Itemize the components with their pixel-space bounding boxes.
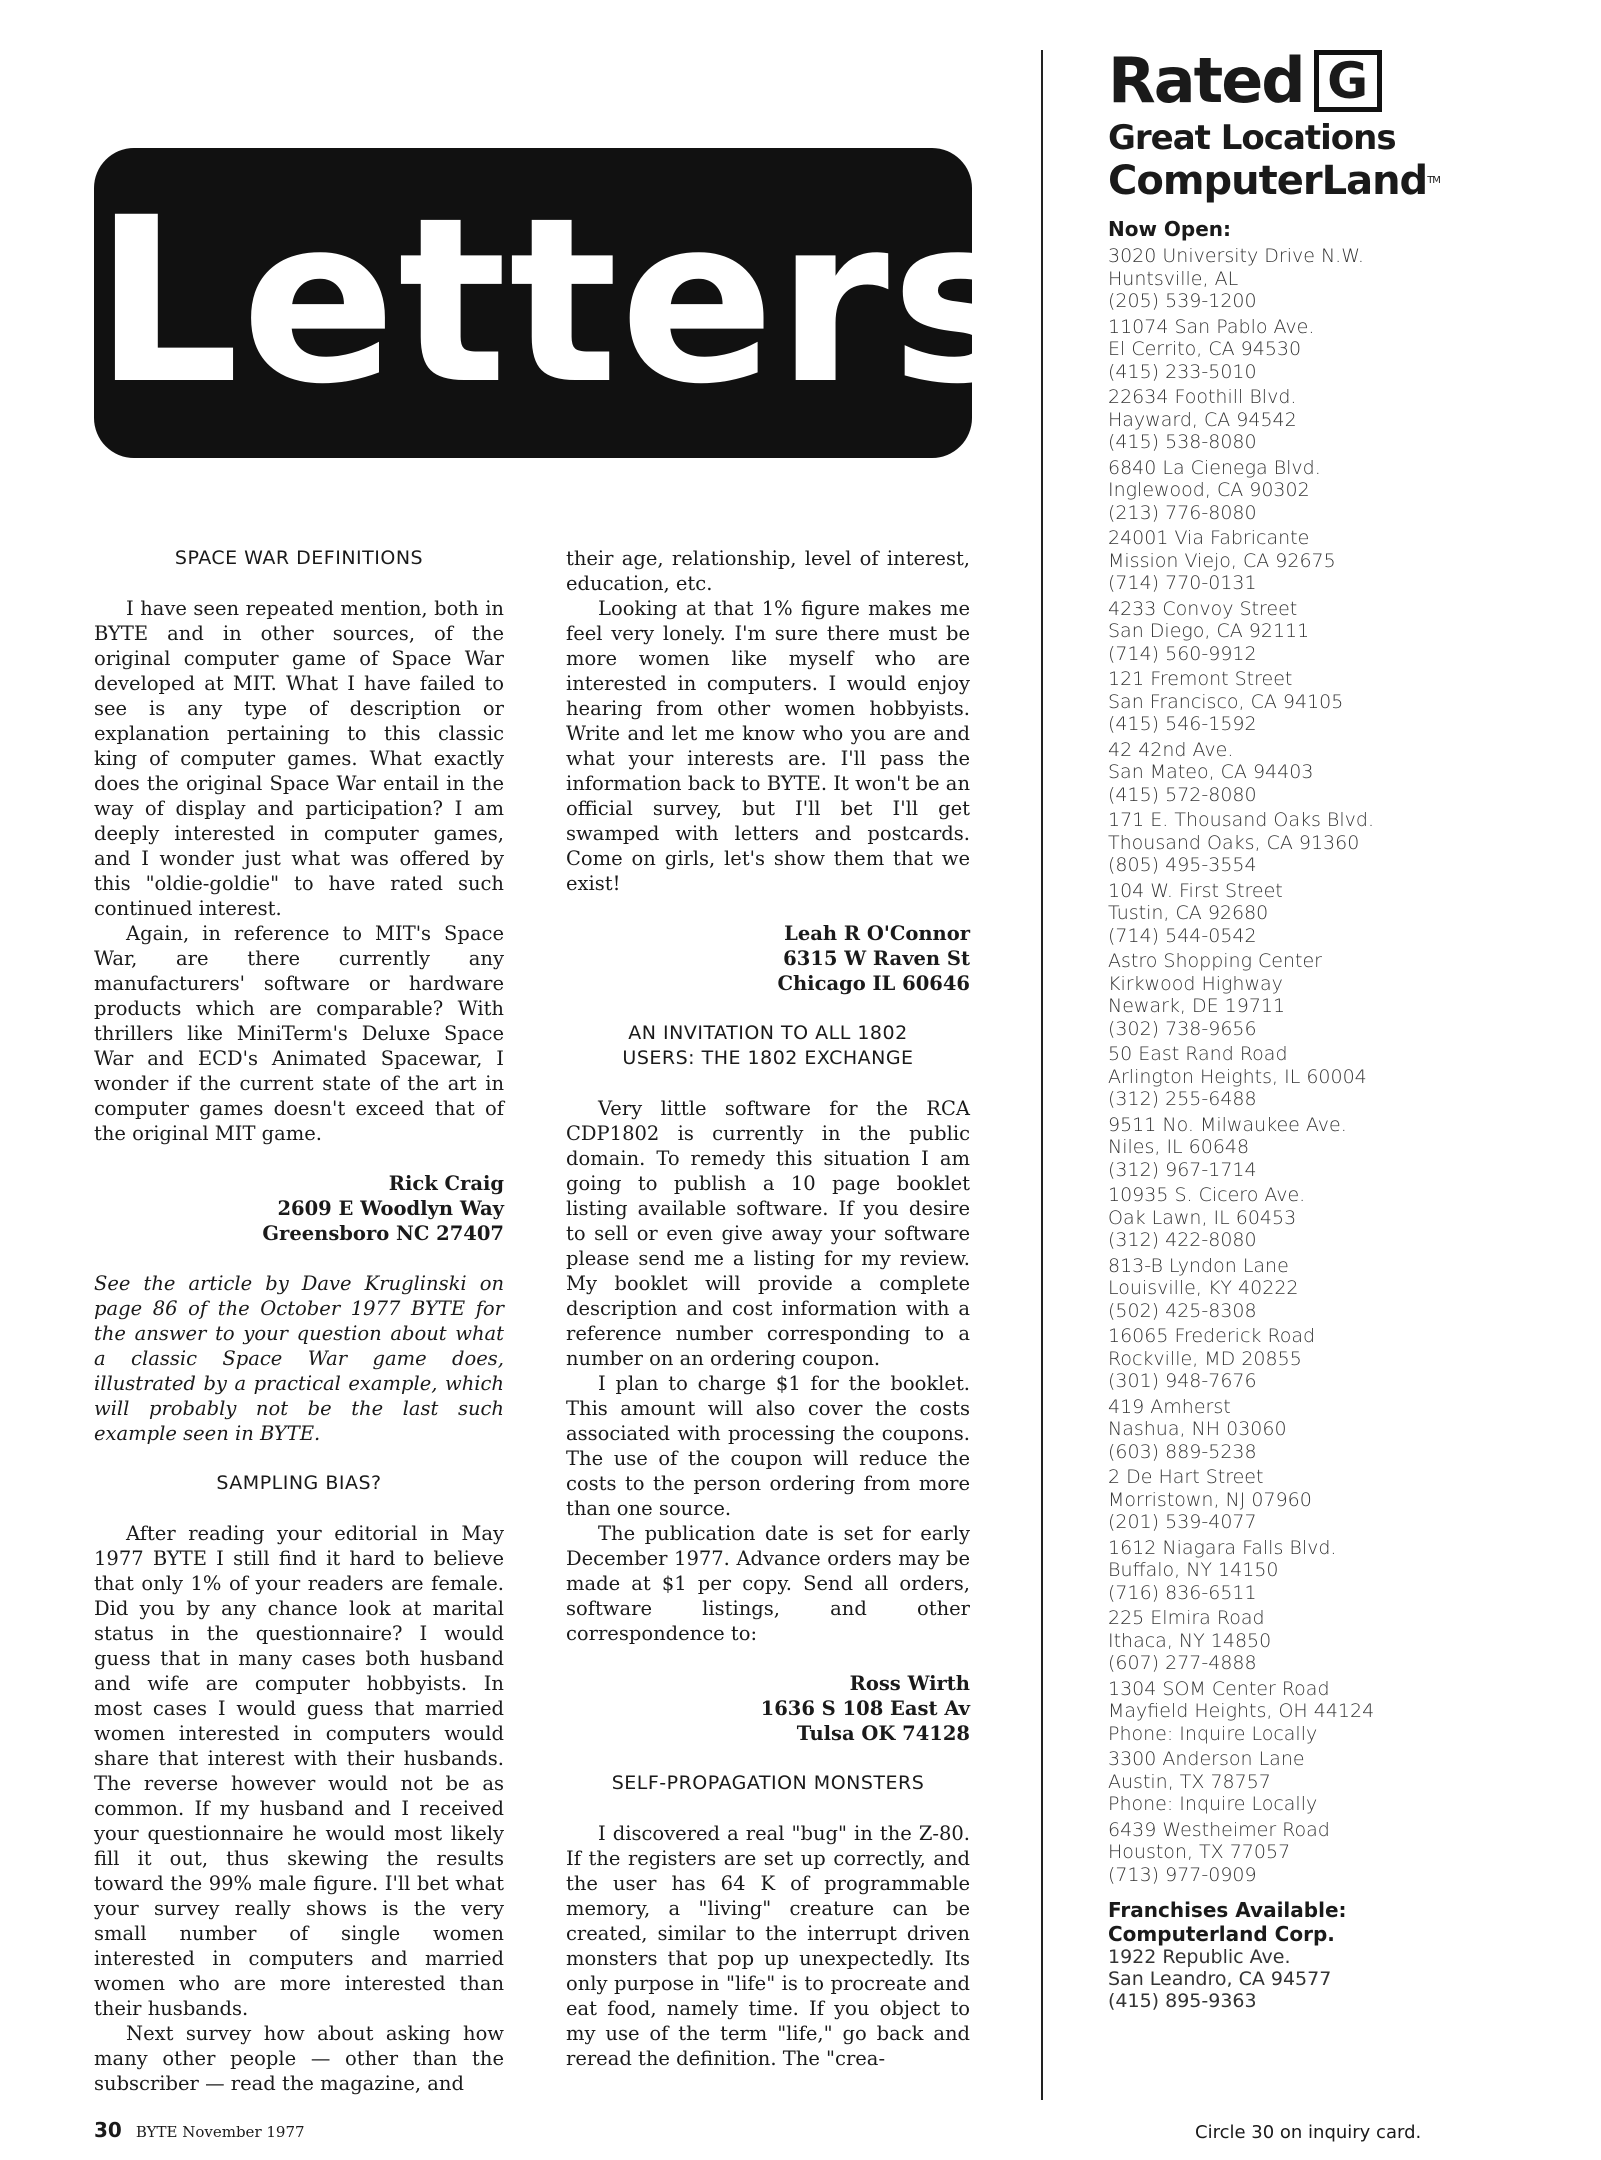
location-entry <box>1108 1819 1588 1887</box>
banner-title: Letters <box>94 168 1029 434</box>
location-line: (312) 967-1714 <box>1108 1158 1257 1181</box>
location-line: Hayward, CA 94542 <box>1108 408 1297 431</box>
signature-line: Rick Craig <box>388 1172 504 1195</box>
signature-line: 2609 E Woodlyn Way <box>277 1197 504 1220</box>
corp-address <box>1108 1946 1588 2012</box>
heading-line: USERS: THE 1802 EXCHANGE <box>622 1047 914 1069</box>
location-line: (603) 889-5238 <box>1108 1440 1257 1463</box>
location-line: Inglewood, CA 90302 <box>1108 479 1310 501</box>
heading-space-war: SPACE WAR DEFINITIONS <box>174 547 424 569</box>
location-entry <box>1108 668 1588 736</box>
location-line: 225 Elmira Road <box>1108 1607 1265 1629</box>
location-entry <box>1108 1748 1588 1816</box>
location-line: (805) 495-3554 <box>1108 854 1257 876</box>
location-line: Huntsville, AL <box>1108 267 1239 290</box>
signature-leah-oconnor <box>566 921 970 996</box>
location-line: (201) 539-4077 <box>1108 1511 1257 1533</box>
location-line: 419 Amherst <box>1108 1395 1231 1418</box>
location-line: Tustin, CA 92680 <box>1108 902 1269 924</box>
location-line: (301) 948-7676 <box>1108 1370 1257 1392</box>
signature-rick-craig <box>94 1171 504 1246</box>
location-line: Newark, DE 19711 <box>1108 995 1286 1017</box>
location-entry <box>1108 1325 1588 1393</box>
location-line: Nashua, NH 03060 <box>1108 1418 1287 1440</box>
location-entry <box>1108 1537 1588 1605</box>
heading-sampling-bias: SAMPLING BIAS? <box>216 1472 382 1494</box>
signature-ross-wirth <box>566 1671 970 1746</box>
location-entry <box>1108 598 1588 666</box>
location-entry <box>1108 1255 1588 1323</box>
location-line: 16065 Frederick Road <box>1108 1325 1316 1347</box>
location-line: Phone: Inquire Locally <box>1108 1793 1318 1815</box>
brand-name: ComputerLand <box>1108 158 1428 204</box>
location-line: Ithaca, NY 14850 <box>1108 1629 1272 1652</box>
heading-line: AN INVITATION TO ALL 1802 <box>628 1022 908 1044</box>
location-line: Arlington Heights, IL 60004 <box>1108 1065 1367 1088</box>
location-line: San Diego, CA 92111 <box>1108 620 1310 642</box>
location-line: 813-B Lyndon Lane <box>1108 1254 1289 1277</box>
location-entry <box>1108 739 1588 807</box>
location-line: (502) 425-8308 <box>1108 1299 1257 1322</box>
location-line: 22634 Foothill Blvd. <box>1108 386 1297 408</box>
location-entry <box>1108 245 1588 313</box>
signature-line: Ross Wirth <box>849 1672 970 1695</box>
location-line: 6439 Westheimer Road <box>1108 1818 1330 1841</box>
signature-line: 6315 W Raven St <box>783 947 970 970</box>
location-entry <box>1108 809 1588 877</box>
signature-line: Leah R O'Connor <box>784 922 970 945</box>
paragraph: Again, in reference to MIT's Space War, are there currently any manufacturers' software or hardware products which are comparable? With thrillers like MiniTerm's Deluxe Space War and ECD's Animated Spacewar, I wonder if the current state of the art in computer games doesn't exceed that of the original MIT game. <box>94 922 504 1145</box>
location-line: 50 East Rand Road <box>1108 1043 1288 1065</box>
location-line: (714) 770-0131 <box>1108 572 1257 594</box>
location-line: 1304 SOM Center Road <box>1108 1677 1330 1700</box>
location-entry <box>1108 950 1588 1040</box>
location-line: 42 42nd Ave. <box>1108 738 1234 761</box>
paragraph: their age, relationship, level of interest, education, etc. <box>566 547 970 595</box>
location-entry <box>1108 880 1588 948</box>
location-line: 104 W. First Street <box>1108 879 1283 902</box>
location-entry <box>1108 1396 1588 1464</box>
heading-1802-exchange <box>566 1021 970 1071</box>
location-line: Morristown, NJ 07960 <box>1108 1488 1312 1511</box>
signature-line: Greensboro NC 27407 <box>262 1222 504 1245</box>
location-entry <box>1108 1184 1588 1252</box>
paragraph: After reading your editorial in May 1977 BYTE I still find it hard to believe that only 1% of your readers are female. Did you by any chance look at marital status in the questionnaire? I would guess that in many cases both husband and wife are computer hobbyists. In most cases I would guess that married women interested in computers would share that interest with their husbands. The reverse however would not be as common. If my husband and I received your questionnaire he would most likely fill it out, thus skewing the results toward the 99% male figure. I'll bet what your survey really shows is the very small number of single women interested in computers and married women who are more interested than their husbands. <box>94 1522 504 2020</box>
paragraph: Very little software for the RCA CDP1802 is currently in the public domain. To remedy this situation I am going to publish a 10 page booklet listing available software. If you desire to sell or even give away your software please send me a listing for my review. My booklet will provide a complete description and cost information with a reference number corresponding to a number on an ordering coupon. <box>566 1097 970 1370</box>
location-line: (716) 836-6511 <box>1108 1581 1257 1604</box>
corp-line: 1922 Republic Ave. <box>1108 1946 1291 1968</box>
corp-line: (415) 895-9363 <box>1108 1990 1257 2012</box>
location-line: Kirkwood Highway <box>1108 972 1283 995</box>
location-line: (415) 572-8080 <box>1108 783 1257 806</box>
location-line: (415) 538-8080 <box>1108 431 1257 453</box>
paragraph: Next survey how about asking how many other people — other than the subscriber — read the magazine, and <box>94 2022 504 2095</box>
location-entry <box>1108 1114 1588 1182</box>
location-line: Austin, TX 78757 <box>1108 1770 1271 1793</box>
paragraph: Looking at that 1% figure makes me feel very lonely. I'm sure there must be more women like myself who are interested in computers. I would enjoy hearing from other women hobbyists. Write and let me know who you are and what your interests are. I'll pass the information back to BYTE. It won't be an official survey, but I'll bet I'll get swamped with letters and postcards. Come on girls, let's show them that we exist! <box>566 597 970 895</box>
location-line: 6840 La Cienega Blvd. <box>1108 456 1321 479</box>
location-line: Houston, TX 77057 <box>1108 1841 1291 1863</box>
column-middle <box>566 546 970 2071</box>
rated-word: Rated <box>1108 44 1304 117</box>
location-entry <box>1108 1678 1588 1746</box>
location-entry <box>1108 316 1588 384</box>
location-line: 4233 Convoy Street <box>1108 597 1298 620</box>
corp-line: San Leandro, CA 94577 <box>1108 1968 1332 1990</box>
great-locations: Great Locations <box>1108 118 1396 158</box>
signature-line: 1636 S 108 East Av <box>760 1697 970 1720</box>
location-entry <box>1108 527 1588 595</box>
location-line: Oak Lawn, IL 60453 <box>1108 1206 1297 1229</box>
location-line: 3300 Anderson Lane <box>1108 1748 1305 1770</box>
location-line: (302) 738-9656 <box>1108 1017 1257 1040</box>
location-line: El Cerrito, CA 94530 <box>1108 338 1302 360</box>
location-entry <box>1108 1043 1588 1111</box>
location-entry <box>1108 1607 1588 1675</box>
location-line: 9511 No. Milwaukee Ave. <box>1108 1113 1347 1136</box>
trademark: TM <box>1427 175 1440 186</box>
location-line: (312) 255-6488 <box>1108 1088 1257 1110</box>
location-line: (415) 233-5010 <box>1108 360 1257 383</box>
location-line: (213) 776-8080 <box>1108 501 1257 524</box>
heading-self-propagation: SELF-PROPAGATION MONSTERS <box>611 1772 925 1794</box>
location-line: 1612 Niagara Falls Blvd. <box>1108 1536 1337 1559</box>
location-line: 3020 University Drive N.W. <box>1108 245 1364 267</box>
location-list <box>1108 245 1588 1886</box>
location-line: (415) 546-1592 <box>1108 713 1257 735</box>
location-line: San Francisco, CA 94105 <box>1108 690 1344 713</box>
location-line: 171 E. Thousand Oaks Blvd. <box>1108 809 1374 831</box>
computerland-logo <box>1108 158 1588 204</box>
location-line: Niles, IL 60648 <box>1108 1136 1250 1158</box>
location-line: Thousand Oaks, CA 91360 <box>1108 831 1360 854</box>
location-line: Buffalo, NY 14150 <box>1108 1559 1279 1581</box>
paragraph: I plan to charge $1 for the booklet. This amount will also cover the costs associated with processing the coupons. The use of the coupon will reduce the costs to the person ordering from more than one source. <box>566 1372 970 1520</box>
location-entry <box>1108 457 1588 525</box>
location-line: Mission Viejo, CA 92675 <box>1108 549 1336 572</box>
rating-box: G <box>1314 50 1382 112</box>
location-line: (714) 560-9912 <box>1108 642 1257 665</box>
location-line: 2 De Hart Street <box>1108 1466 1264 1488</box>
inquiry-note: Circle 30 on inquiry card. <box>1195 2122 1422 2143</box>
letters-banner <box>94 148 1029 458</box>
location-entry <box>1108 386 1588 454</box>
location-line: (607) 277-4888 <box>1108 1652 1257 1674</box>
franchise-heading: Franchises Available: <box>1108 1898 1347 1922</box>
paragraph: The publication date is set for early December 1977. Advance orders may be made at $1 per copy. Send all orders, software listings, and other correspondence to: <box>566 1522 970 1645</box>
location-line: (714) 544-0542 <box>1108 924 1257 947</box>
page-number: 30 <box>94 2118 122 2142</box>
column-divider <box>1041 50 1043 2100</box>
location-line: Phone: Inquire Locally <box>1108 1722 1318 1745</box>
now-open-heading: Now Open: <box>1108 217 1232 241</box>
editor-note: See the article by Dave Kruglinski on page 86 of the October 1977 BYTE for the answer to your question about what a classic Space War game does, illustrated by a practical example, which will probably not be the last such example seen in BYTE. <box>94 1272 504 1445</box>
location-line: (713) 977-0909 <box>1108 1863 1257 1886</box>
paragraph: I have seen repeated mention, both in BYTE and in other sources, of the original computer game of Space War developed at MIT. What I have failed to see is any type of description or explanation pertaining to this classic king of computer games. What exactly does the original Space War entail in the way of display and participation? I am deeply interested in computer games, and I wonder just what was offered by this "oldie-goldie" to have rated such continued interest. <box>94 597 504 920</box>
location-line: 10935 S. Cicero Ave. <box>1108 1184 1306 1206</box>
location-entry <box>1108 1466 1588 1534</box>
location-line: 121 Fremont Street <box>1108 668 1293 690</box>
signature-line: Chicago IL 60646 <box>777 972 970 995</box>
signature-line: Tulsa OK 74128 <box>796 1722 970 1745</box>
location-line: Louisville, KY 40222 <box>1108 1277 1299 1299</box>
location-line: Astro Shopping Center <box>1108 950 1322 972</box>
location-line: San Mateo, CA 94403 <box>1108 761 1314 783</box>
location-line: 24001 Via Fabricante <box>1108 527 1310 549</box>
issue-label: BYTE November 1977 <box>135 2123 305 2141</box>
column-left <box>94 546 504 2096</box>
rated-g-logo <box>1108 46 1588 116</box>
location-line: (205) 539-1200 <box>1108 290 1257 312</box>
computerland-ad <box>1108 46 1588 2012</box>
location-line: Mayfield Heights, OH 44124 <box>1108 1700 1375 1722</box>
corp-name: Computerland Corp. <box>1108 1922 1335 1946</box>
location-line: Rockville, MD 20855 <box>1108 1347 1302 1370</box>
paragraph: I discovered a real "bug" in the Z-80. If the registers are set up correctly, and the user has 64 K of programmable memory, a "living" creature can be created, similar to the interrupt driven monsters that pop up unexpectedly. Its only purpose in "life" is to procreate and eat food, namely time. If you object to my use of the term "life," go back and reread the definition. The "crea- <box>566 1822 970 2070</box>
page-footer <box>94 2118 305 2142</box>
location-line: 11074 San Pablo Ave. <box>1108 315 1315 338</box>
location-line: (312) 422-8080 <box>1108 1229 1257 1251</box>
